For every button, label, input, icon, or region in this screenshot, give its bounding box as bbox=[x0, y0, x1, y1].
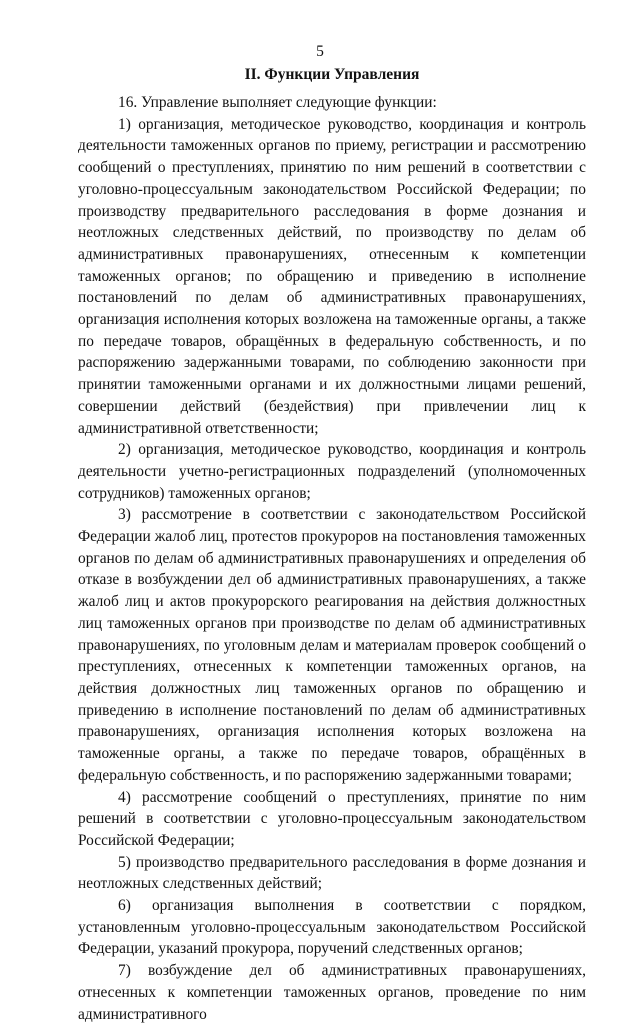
paragraph-intro: 16. Управление выполняет следующие функции: bbox=[118, 94, 437, 111]
document-body bbox=[78, 92, 586, 1025]
paragraph-item-5: 5) производство предварительного расследования в форме дознания и неотложных следственных действий; bbox=[78, 853, 586, 893]
page-number: 5 bbox=[316, 43, 324, 60]
paragraph-item-6: 6) организация выполнения в соответствии с порядком, установленным уголовно-процессуальным законодательством Российской Федерации, указаний прокурора, поручений следственных органов; bbox=[78, 897, 586, 958]
paragraph-item-7: 7) возбуждение дел об административных правонарушениях, отнесенных к компетенции таможенных органов, проведение по ним административного bbox=[78, 962, 586, 1023]
paragraph-item-3: 3) рассмотрение в соответствии с законодательством Российской Федерации жалоб лиц, протестов прокуроров на постановления таможенных органов по делам об административных правонарушениях и определения об отказе в возбуждении дел об административных правонарушениях, а также жалоб лиц и актов прокурорского реагирования на действия должностных лиц таможенных органов при производстве по делам об административных правонарушениях, по уголовным делам и материалам проверок сообщений о преступлениях, отнесенных к компетенции таможенных органов, на действия должностных лиц таможенных органов по обращению и приведению в исполнение постановлений по делам об административных правонарушениях, организация исполнения которых возложена на таможенные органы, а также по передаче товаров, обращённых в федеральную собственность, и по распоряжению задержанными товарами; bbox=[78, 506, 586, 784]
paragraph-item-2: 2) организация, методическое руководство, координация и контроль деятельности учетно-регистрационных подразделений (уполномоченных сотрудников) таможенных органов; bbox=[78, 441, 586, 502]
paragraph-item-4: 4) рассмотрение сообщений о преступлениях, принятие по ним решений в соответствии с уголовно-процессуальным законодательством Российской Федерации; bbox=[78, 788, 586, 849]
section-title: II. Функции Управления bbox=[244, 66, 420, 83]
paragraph-item-1: 1) организация, методическое руководство, координация и контроль деятельности таможенных органов по приему, регистрации и рассмотрению сообщений о преступлениях, принятию по ним решений в соответствии с уголовно-процессуальным законодательством Российской Федерации; по производству предварительного расследования в форме дознания и неотложных следственных действий, по производству по делам об административных правонарушениях, отнесенным к компетенции таможенных органов; по обращению и приведению в исполнение постановлений по делам об административных правонарушениях, организация исполнения которых возложена на таможенные органы, а также по передаче товаров, обращённых в федеральную собственность, и по распоряжению задержанными товарами, по соблюдению законности при принятии таможенными органами и их должностными лицами решений, совершении действий (бездействия) при привлечении лиц к административной ответственности; bbox=[78, 115, 586, 437]
